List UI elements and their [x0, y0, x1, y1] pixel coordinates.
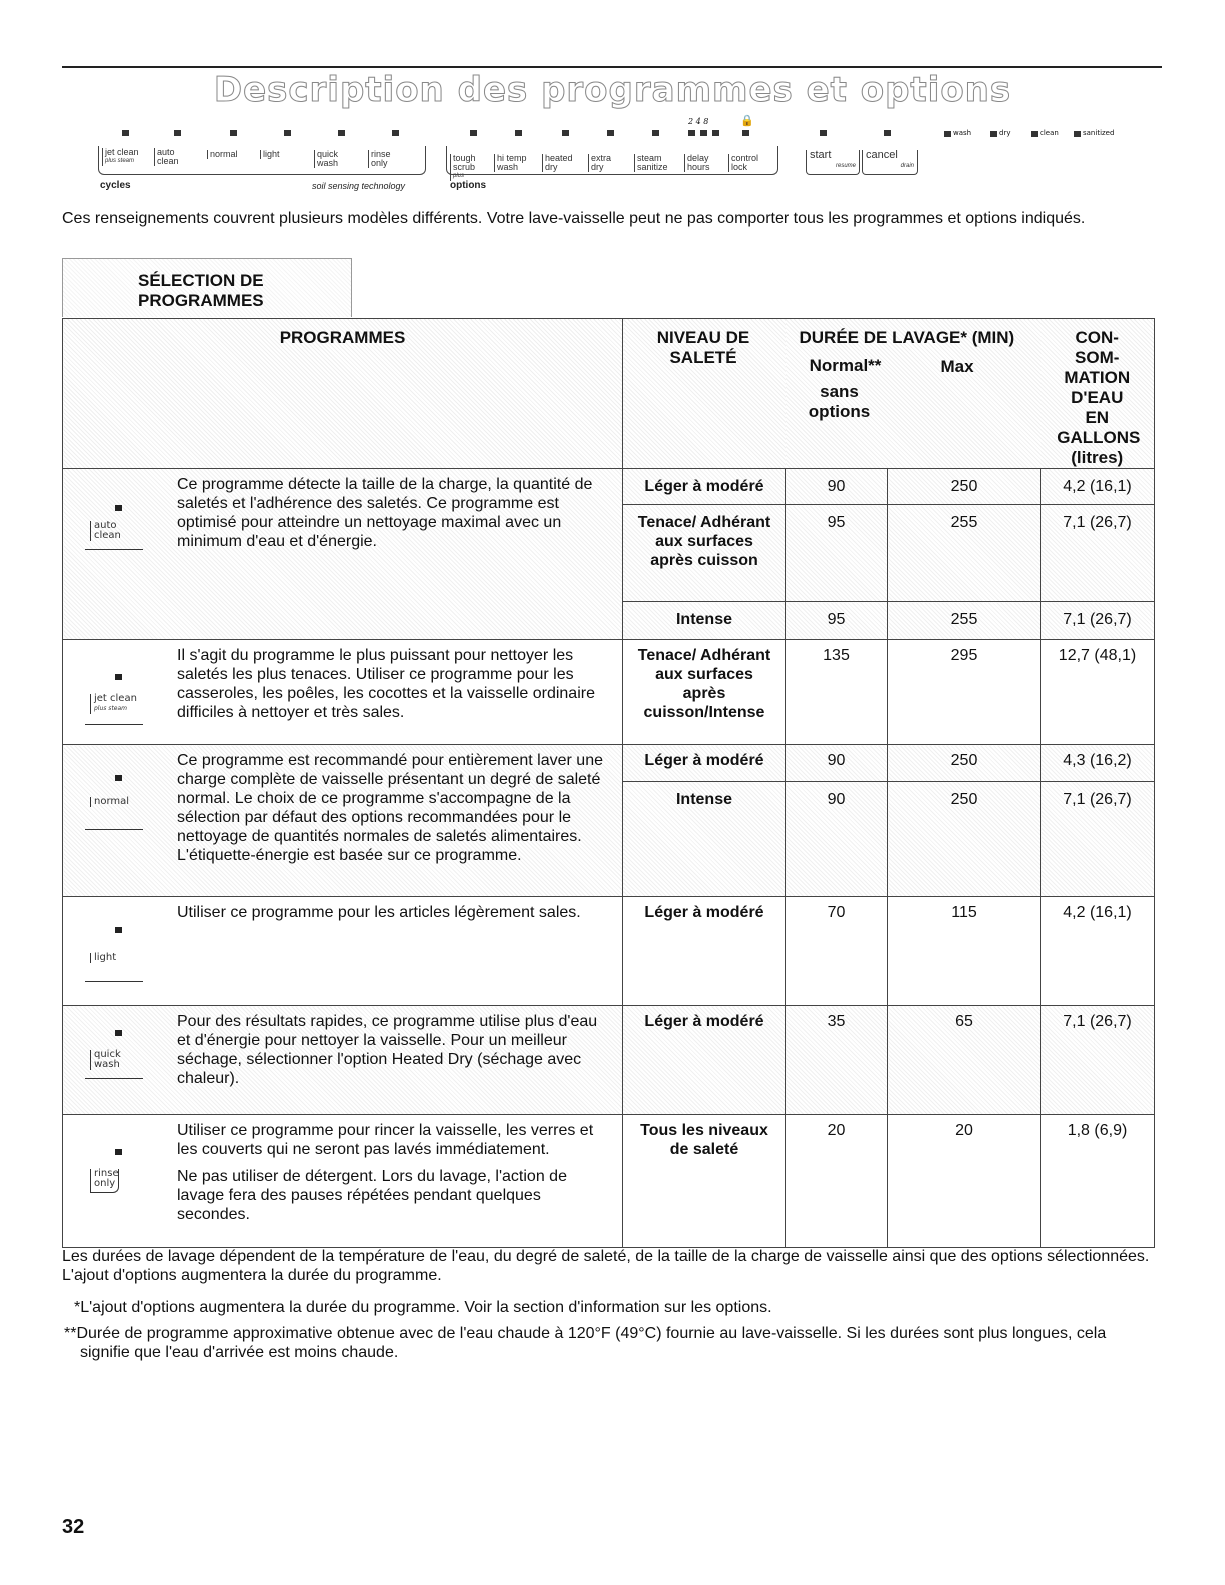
cycle-button-auto-clean: auto clean — [154, 148, 197, 166]
option-button-tough-scrub: tough scrub plus — [450, 154, 488, 181]
soil-level: Léger à modéré — [623, 1006, 786, 1115]
max-time: 250 — [888, 469, 1041, 505]
water-usage: 7,1 (26,7) — [1041, 782, 1155, 897]
programs-table — [62, 318, 1155, 1248]
water-usage: 4,3 (16,2) — [1041, 745, 1155, 782]
soil-level: Léger à modéré — [623, 745, 786, 782]
normal-time: 90 — [786, 469, 888, 505]
led-indicator — [392, 130, 399, 136]
intro-text: Ces renseignements couvrent plusieurs modèles différents. Votre lave-vaisselle peut ne pas comporter tous les programmes et options indiqués. — [62, 210, 1086, 227]
soil-level: Intense — [623, 782, 786, 897]
soil-level: Intense — [623, 602, 786, 640]
soil-level: Tenace/ Adhérant aux surfaces après cuisson/Intense — [623, 640, 786, 745]
water-usage: 1,8 (6,9) — [1041, 1115, 1155, 1248]
led-indicator — [115, 1030, 122, 1036]
auto-clean-button-icon: auto clean — [90, 521, 130, 541]
table-row — [63, 640, 1155, 745]
led-indicator — [944, 131, 951, 137]
option-button-extra-dry: extra dry — [588, 154, 619, 172]
header-duree: DURÉE DE LAVAGE* (MIN) Normal** Max sans options — [786, 319, 1041, 469]
program-cell — [63, 1115, 623, 1248]
led-indicator — [712, 130, 719, 136]
top-rule — [62, 66, 1162, 68]
option-button-steam-sanitize: steam sanitize — [634, 154, 679, 172]
option-button-hi-temp-wash: hi temp wash — [494, 154, 535, 172]
led-indicator — [652, 130, 659, 136]
status-sanitized: sanitized — [1083, 129, 1115, 137]
cycle-button-normal: normal — [207, 150, 250, 159]
normal-time: 35 — [786, 1006, 888, 1115]
normal-time: 90 — [786, 745, 888, 782]
page-number: 32 — [62, 1516, 85, 1538]
cycle-button-rinse-only: rinse only — [368, 150, 401, 168]
water-usage: 4,2 (16,1) — [1041, 897, 1155, 1006]
table-header-row — [63, 319, 1155, 469]
water-usage: 4,2 (16,1) — [1041, 469, 1155, 505]
cycle-button-quick-wash: quick wash — [314, 150, 355, 168]
header-conso: CON- SOM- MATION D'EAU EN GALLONS (litres) — [1041, 319, 1155, 469]
led-indicator — [174, 130, 181, 136]
max-time: 295 — [888, 640, 1041, 745]
status-dry: dry — [999, 129, 1011, 137]
program-cell — [63, 469, 623, 640]
water-usage: 7,1 (26,7) — [1041, 602, 1155, 640]
soil-level: Tous les niveaux de saleté — [623, 1115, 786, 1248]
option-button-heated-dry: heated dry — [542, 154, 577, 172]
divider — [85, 549, 143, 550]
divider — [85, 1078, 143, 1079]
cycle-button-light: light — [260, 150, 303, 159]
max-time: 65 — [888, 1006, 1041, 1115]
program-description: Utiliser ce programme pour les articles légèrement sales. — [177, 904, 581, 921]
led-indicator — [1074, 131, 1081, 137]
led-indicator — [115, 927, 122, 933]
jet-clean-button-icon: jet clean plus steam — [90, 694, 144, 714]
water-usage: 12,7 (48,1) — [1041, 640, 1155, 745]
table-row — [63, 1115, 1155, 1248]
led-indicator — [884, 130, 891, 136]
led-indicator — [607, 130, 614, 136]
led-indicator — [515, 130, 522, 136]
cycle-button-jet-clean: jet clean plus steam — [102, 148, 150, 166]
rinse-only-button-icon: rinse only — [90, 1169, 119, 1193]
program-cell — [63, 640, 623, 745]
max-time: 250 — [888, 782, 1041, 897]
option-button-control-lock: control lock — [728, 154, 765, 172]
cancel-button: cancel drain — [862, 150, 918, 175]
soil-level: Tenace/ Adhérant aux surfaces après cuisson — [623, 505, 786, 602]
program-cell — [63, 1006, 623, 1115]
section-tab — [62, 258, 352, 317]
led-indicator — [115, 775, 122, 781]
water-usage: 7,1 (26,7) — [1041, 1006, 1155, 1115]
page-title: Description des programmes et options — [213, 70, 1012, 110]
normal-time: 70 — [786, 897, 888, 1006]
normal-time: 20 — [786, 1115, 888, 1248]
program-description: Ce programme est recommandé pour entièrement laver une charge complète de vaisselle présentant un degré de saleté normal. Le choix de ce programme s'accompagne de la sélection par défaut des options recommandées pour le nettoyage de quantités normales de saletés alimentaires. L'étiquette-énergie est basée sur ce programme. — [177, 752, 603, 864]
footnote-double-asterisk: **Durée de programme approximative obtenue avec de l'eau chaude à 120°F (49°C) fournie au lave-vaisselle. Si les durées sont plus longues, cela signifie que l'eau d'arrivée est moins chaude. — [64, 1325, 1107, 1361]
header-programmes: PROGRAMMES — [63, 319, 623, 469]
header-niveau: NIVEAU DE SALETÉ — [623, 319, 786, 469]
footnote-main: Les durées de lavage dépendent de la température de l'eau, du degré de saleté, de la taille de la charge de vaisselle ainsi que des options sélectionnées. L'ajout d'options augmentera la durée du programme. — [62, 1248, 1150, 1284]
lock-icon: 🔒 — [740, 115, 754, 127]
normal-time: 95 — [786, 602, 888, 640]
divider — [85, 829, 143, 830]
options-bracket — [446, 146, 778, 175]
section-tab-title: SÉLECTION DE PROGRAMMES — [138, 271, 264, 310]
led-indicator — [230, 130, 237, 136]
led-indicator — [284, 130, 291, 136]
program-description: Pour des résultats rapides, ce programme utilise plus d'eau et d'énergie pour nettoyer la vaisselle. Pour un meilleur séchage, sélectionner l'option Heated Dry (séchage avec chaleur). — [177, 1013, 598, 1087]
led-indicator — [742, 130, 749, 136]
table-row — [63, 745, 1155, 782]
status-clean: clean — [1040, 129, 1059, 137]
table-row — [63, 1006, 1155, 1115]
soil-sensing-label: soil sensing technology — [312, 181, 406, 191]
led-indicator — [688, 130, 695, 136]
max-time: 255 — [888, 602, 1041, 640]
soil-level: Léger à modéré — [623, 469, 786, 505]
footnote-asterisk: *L'ajout d'options augmentera la durée du programme. Voir la section d'information sur les options. — [74, 1299, 772, 1316]
normal-time: 90 — [786, 782, 888, 897]
light-button-icon: light — [90, 953, 124, 963]
normal-time: 95 — [786, 505, 888, 602]
max-time: 20 — [888, 1115, 1041, 1248]
program-description: Ce programme détecte la taille de la charge, la quantité de saletés et l'adhérence des saletés. Ce programme est optimisé pour atteindre un nettoyage maximal avec un minimum d'eau et d'énergie. — [177, 476, 593, 550]
max-time: 255 — [888, 505, 1041, 602]
led-indicator — [990, 131, 997, 137]
quick-wash-button-icon: quick wash — [90, 1050, 124, 1070]
led-indicator — [1031, 131, 1038, 137]
divider — [85, 724, 143, 725]
cycles-bracket — [98, 146, 426, 175]
led-indicator — [700, 130, 707, 136]
program-cell — [63, 897, 623, 1006]
led-indicator — [470, 130, 477, 136]
led-indicator — [338, 130, 345, 136]
table-row — [63, 469, 1155, 505]
soil-level: Léger à modéré — [623, 897, 786, 1006]
normal-time: 135 — [786, 640, 888, 745]
led-indicator — [115, 1149, 122, 1155]
led-indicator — [820, 130, 827, 136]
led-indicator — [115, 674, 122, 680]
max-time: 250 — [888, 745, 1041, 782]
option-button-delay-hours: delay hours — [684, 154, 719, 172]
program-description: Il s'agit du programme le plus puissant pour nettoyer les saletés les plus tenaces. Utiliser ce programme pour les casseroles, les poêles, les cocottes et la vaisselle ordinaire difficiles à nettoyer et très sales. — [177, 647, 595, 721]
program-description: Utiliser ce programme pour rincer la vaisselle, les verres et les couverts qui ne seront pas lavés immédiatement. Ne pas utiliser de détergent. Lors du lavage, l'action de lavage fera des pauses répétées pendant quelques secondes. — [177, 1122, 594, 1223]
delay-hours-values: 2 4 8 — [688, 117, 709, 126]
table-row — [63, 897, 1155, 1006]
water-usage: 7,1 (26,7) — [1041, 505, 1155, 602]
start-button: start resume — [806, 150, 860, 175]
divider — [85, 981, 143, 982]
status-wash: wash — [953, 129, 972, 137]
led-indicator — [562, 130, 569, 136]
cycles-label: cycles — [100, 180, 131, 191]
max-time: 115 — [888, 897, 1041, 1006]
options-label: options — [450, 180, 487, 191]
normal-button-icon: normal — [90, 797, 134, 807]
led-indicator — [122, 130, 129, 136]
program-cell — [63, 745, 623, 897]
led-indicator — [115, 505, 122, 511]
